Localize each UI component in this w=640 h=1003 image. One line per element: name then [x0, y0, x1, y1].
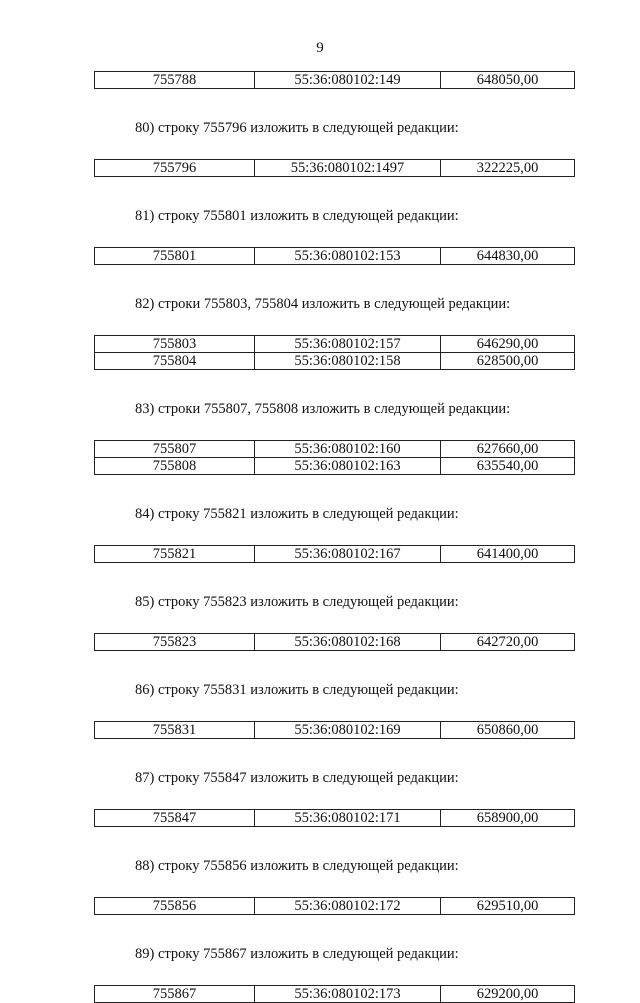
- amount-cell: 644830,00: [441, 248, 575, 265]
- table-row: [95, 810, 575, 827]
- amendment-instruction: 89) строку 755867 изложить в следующей редакции:: [135, 946, 459, 962]
- row-id-cell: 755867: [95, 986, 255, 1003]
- data-table: [94, 985, 575, 1003]
- data-table: [94, 721, 575, 739]
- cadastral-number-cell: 55:36:080102:163: [255, 458, 441, 475]
- amount-cell: 648050,00: [441, 72, 575, 89]
- amount-cell: 629510,00: [441, 898, 575, 915]
- cadastral-number-cell: 55:36:080102:1497: [255, 160, 441, 177]
- row-id-cell: 755801: [95, 248, 255, 265]
- amendment-block: [94, 71, 574, 89]
- amendment-block: [94, 294, 574, 370]
- amendment-instruction: 83) строки 755807, 755808 изложить в следующей редакции:: [135, 401, 511, 417]
- table-row: [95, 634, 575, 651]
- row-id-cell: 755856: [95, 898, 255, 915]
- cadastral-number-cell: 55:36:080102:158: [255, 353, 441, 370]
- amendment-block: [94, 592, 574, 651]
- table-row: [95, 72, 575, 89]
- data-table: [94, 71, 575, 89]
- data-table: [94, 545, 575, 563]
- amendment-instruction: 82) строки 755803, 755804 изложить в следующей редакции:: [135, 296, 511, 312]
- amount-cell: 658900,00: [441, 810, 575, 827]
- table-row: [95, 248, 575, 265]
- amendment-block: [94, 768, 574, 827]
- row-id-cell: 755847: [95, 810, 255, 827]
- amount-cell: 635540,00: [441, 458, 575, 475]
- amendment-block: [94, 944, 574, 1003]
- table-row: [95, 160, 575, 177]
- cadastral-number-cell: 55:36:080102:172: [255, 898, 441, 915]
- amendment-instruction: 88) строку 755856 изложить в следующей редакции:: [135, 858, 459, 874]
- cadastral-number-cell: 55:36:080102:167: [255, 546, 441, 563]
- cadastral-number-cell: 55:36:080102:168: [255, 634, 441, 651]
- amendment-instruction: 86) строку 755831 изложить в следующей редакции:: [135, 682, 459, 698]
- amount-cell: 641400,00: [441, 546, 575, 563]
- amount-cell: 628500,00: [441, 353, 575, 370]
- data-table: [94, 335, 575, 370]
- data-table: [94, 247, 575, 265]
- amendment-instruction: 81) строку 755801 изложить в следующей редакции:: [135, 208, 459, 224]
- table-row: [95, 336, 575, 353]
- cadastral-number-cell: 55:36:080102:171: [255, 810, 441, 827]
- cadastral-number-cell: 55:36:080102:149: [255, 72, 441, 89]
- table-row: [95, 898, 575, 915]
- amendment-instruction: 80) строку 755796 изложить в следующей редакции:: [135, 120, 459, 136]
- cadastral-number-cell: 55:36:080102:169: [255, 722, 441, 739]
- row-id-cell: 755804: [95, 353, 255, 370]
- amendment-block: [94, 680, 574, 739]
- cadastral-number-cell: 55:36:080102:153: [255, 248, 441, 265]
- amendment-instruction: 87) строку 755847 изложить в следующей редакции:: [135, 770, 459, 786]
- data-table: [94, 897, 575, 915]
- table-row: [95, 458, 575, 475]
- data-table: [94, 440, 575, 475]
- amount-cell: 646290,00: [441, 336, 575, 353]
- row-id-cell: 755821: [95, 546, 255, 563]
- amount-cell: 322225,00: [441, 160, 575, 177]
- amendment-instruction: 85) строку 755823 изложить в следующей редакции:: [135, 594, 459, 610]
- amount-cell: 642720,00: [441, 634, 575, 651]
- table-row: [95, 722, 575, 739]
- row-id-cell: 755823: [95, 634, 255, 651]
- row-id-cell: 755831: [95, 722, 255, 739]
- cadastral-number-cell: 55:36:080102:160: [255, 441, 441, 458]
- data-table: [94, 633, 575, 651]
- row-id-cell: 755788: [95, 72, 255, 89]
- page-number: 9: [316, 40, 324, 56]
- amount-cell: 629200,00: [441, 986, 575, 1003]
- cadastral-number-cell: 55:36:080102:173: [255, 986, 441, 1003]
- amount-cell: 650860,00: [441, 722, 575, 739]
- amendment-block: [94, 504, 574, 563]
- document-body: [94, 71, 574, 1003]
- row-id-cell: 755796: [95, 160, 255, 177]
- table-row: [95, 441, 575, 458]
- data-table: [94, 809, 575, 827]
- table-row: [95, 546, 575, 563]
- amount-cell: 627660,00: [441, 441, 575, 458]
- cadastral-number-cell: 55:36:080102:157: [255, 336, 441, 353]
- row-id-cell: 755808: [95, 458, 255, 475]
- data-table: [94, 159, 575, 177]
- row-id-cell: 755803: [95, 336, 255, 353]
- amendment-block: [94, 118, 574, 177]
- table-row: [95, 986, 575, 1003]
- amendment-instruction: 84) строку 755821 изложить в следующей редакции:: [135, 506, 459, 522]
- amendment-block: [94, 399, 574, 475]
- row-id-cell: 755807: [95, 441, 255, 458]
- amendment-block: [94, 856, 574, 915]
- amendment-block: [94, 206, 574, 265]
- table-row: [95, 353, 575, 370]
